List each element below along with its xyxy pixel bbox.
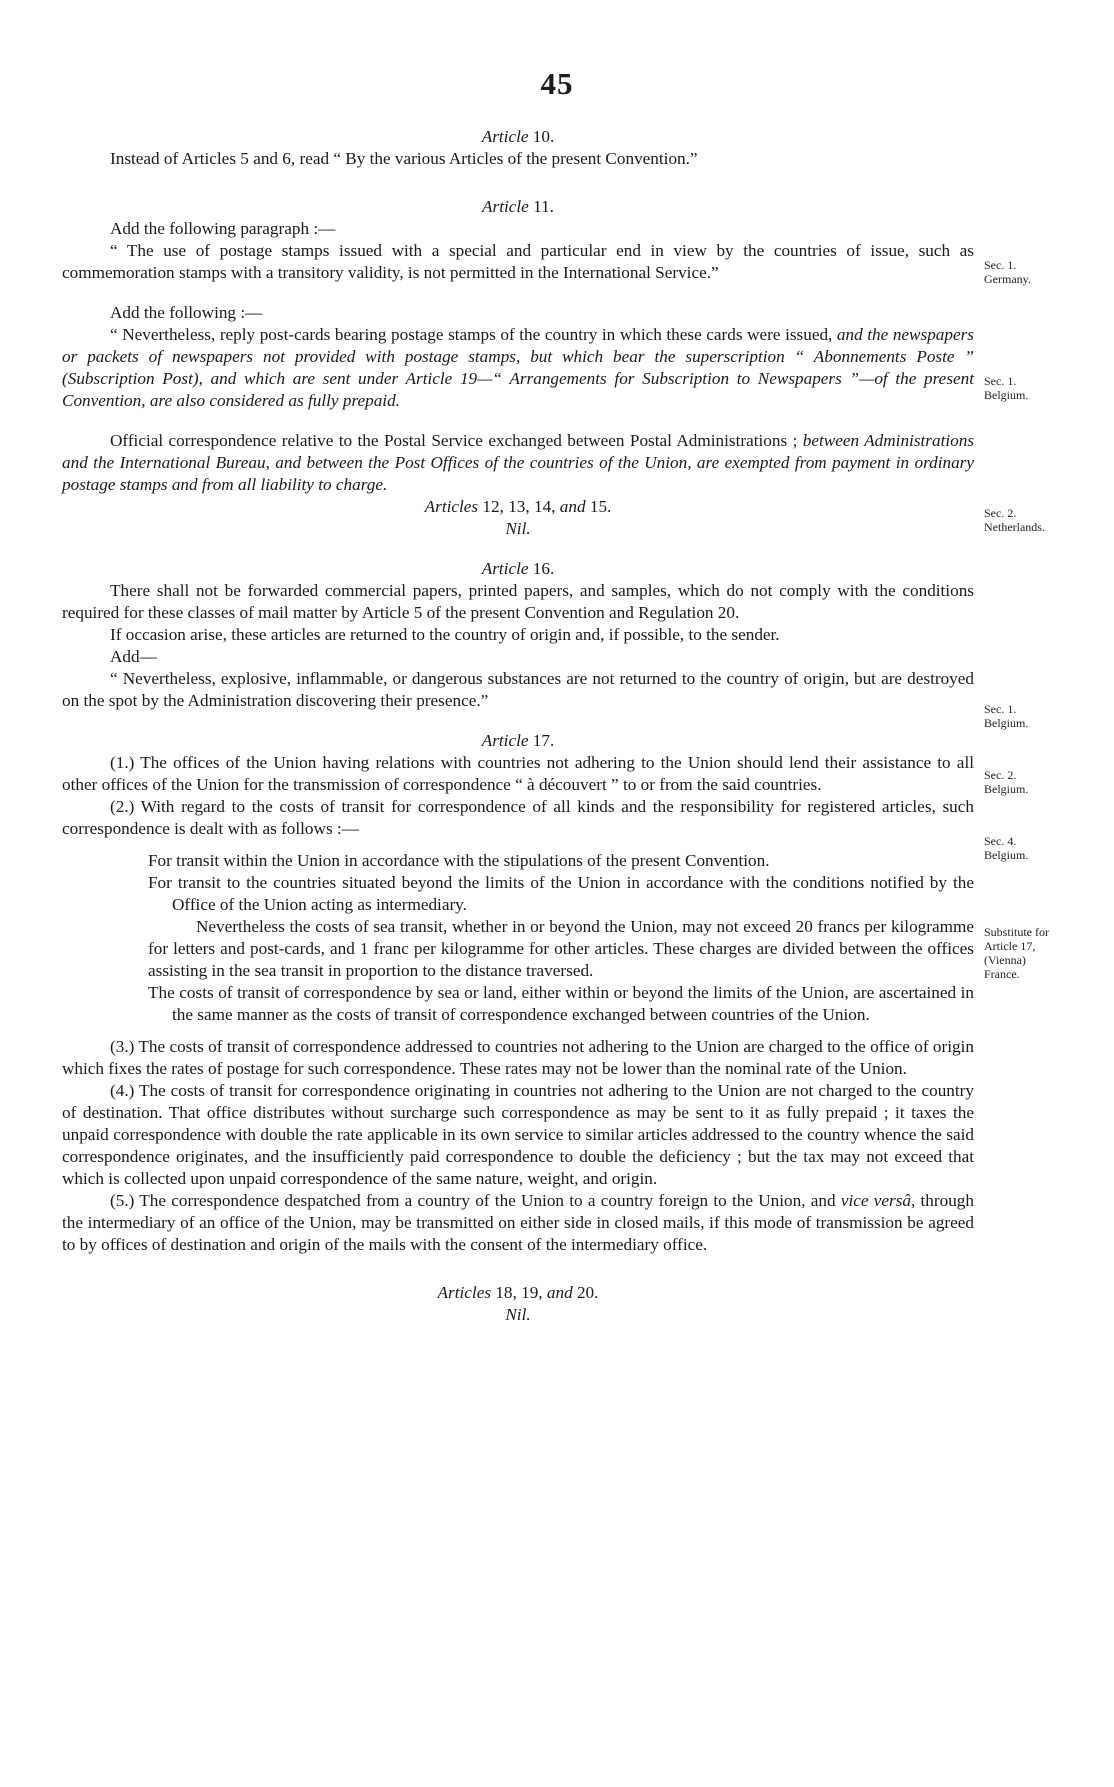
- margin-note-section: Sec. 2.: [984, 768, 1017, 782]
- articles-12-15-nil: Nil.: [505, 519, 531, 538]
- articles-heading-label: Articles: [424, 497, 479, 516]
- article-17-para-2: (2.) With regard to the costs of transit for correspondence of all kinds and the responsibility for registered articles, such correspondence is dealt with as follows :—: [62, 797, 974, 838]
- margin-note-country: Belgium.: [984, 716, 1029, 730]
- articles-heading-and: and: [559, 497, 586, 516]
- page-number: 45: [540, 66, 574, 101]
- article-10-heading: [62, 126, 974, 148]
- official-plain: Official correspondence relative to the Postal Service exchanged between Postal Administrations ;: [110, 431, 803, 450]
- margin-note-line: Substitute for: [984, 925, 1049, 939]
- margin-note-country: France.: [984, 967, 1020, 981]
- margin-note-country: Belgium.: [984, 782, 1029, 796]
- article-17-sub-1: For transit within the Union in accordance with the stipulations of the present Convention.: [148, 851, 770, 870]
- article-11-heading: [62, 196, 974, 218]
- articles-heading-label: Articles: [437, 1283, 492, 1302]
- article-16-heading: [62, 558, 974, 580]
- articles-heading-numbers: 12, 13, 14,: [482, 497, 556, 516]
- articles-heading-and: and: [546, 1283, 573, 1302]
- article-17-sub-2: For transit to the countries situated beyond the limits of the Union in accordance with the conditions notified by the Office of the Union acting as intermediary.: [148, 873, 974, 914]
- article-11-quote-2: [62, 324, 974, 412]
- article-heading-number: 10.: [532, 127, 555, 146]
- margin-note-section: Sec. 4.: [984, 834, 1017, 848]
- articles-heading-numbers: 18, 19,: [495, 1283, 543, 1302]
- articles-heading-last-number: 20.: [576, 1283, 599, 1302]
- article-17-para-3: (3.) The costs of transit of correspondence addressed to countries not adhering to the Union are charged to the office of origin which fixes the rates of postage for such correspondence. These rates may not be lower than the nominal rate of the Union.: [62, 1037, 974, 1078]
- para-5-a: (5.) The correspondence despatched from a country of the Union to a country foreign to the Union, and: [110, 1191, 841, 1210]
- article-17-para-5: [62, 1190, 974, 1256]
- margin-note-belgium-4: [984, 834, 1104, 862]
- main-column: [62, 126, 974, 1326]
- margin-note-section: Sec. 2.: [984, 506, 1017, 520]
- para-5-italic: vice versâ,: [840, 1191, 916, 1210]
- margin-note-section: Sec. 1.: [984, 258, 1017, 272]
- article-10-text: Instead of Articles 5 and 6, read “ By the various Articles of the present Convention.”: [110, 149, 698, 168]
- official-italic: between Administrations and the International Bureau, and between the Post Offices of the countries of the Union, are exempted from payment in ordinary postage stamps and from all liability to charge.: [62, 431, 975, 494]
- margin-note-belgium-2: [984, 702, 1104, 730]
- article-heading-label: Article: [481, 559, 529, 578]
- para-5-b: through the intermediary of an office of the Union, may be transmitted on either side in closed mails, if this mode of transmission be agreed to by offices of destination and origin of the mails with the consent of the intermediary office.: [62, 1191, 974, 1254]
- article-heading-number: 11.: [533, 197, 554, 216]
- margin-note-germany: [984, 258, 1104, 286]
- article-heading-number: 16.: [532, 559, 555, 578]
- margin-note-france: [984, 925, 1104, 981]
- quote-2-plain: “ Nevertheless, reply post-cards bearing postage stamps of the country in which these cards were issued,: [110, 325, 837, 344]
- margin-note-country: Belgium.: [984, 848, 1029, 862]
- margin-note-country: Germany.: [984, 272, 1031, 286]
- article-16-add: Add—: [110, 647, 157, 666]
- quote-2-italic: and the newspapers or packets of newspapers not provided with postage stamps, but which bear the superscription “ Abonnements Poste ” (Subscription Post), and which are sent under Article 19—“ Arrangements for Subscription to Newspapers ”—of the present Convention, are also considered as fully prepaid.: [62, 325, 974, 410]
- article-17-heading: [62, 730, 974, 752]
- article-heading-label: Article: [481, 731, 529, 750]
- article-17-para-4: (4.) The costs of transit for correspondence originating in countries not adhering to the Union are not charged to the country of destination. That office distributes without surcharge such correspondence as may be sent to it as fully prepaid ; it taxes the unpaid correspondence with double the rate applicable in its own service to similar articles addressed to the country whence the said correspondence originates, and the insufficiently paid correspondence to double the deficiency ; but the tax may not exceed that which is collected upon unpaid correspondence of the same nature, weight, and origin.: [62, 1081, 974, 1188]
- articles-18-20-heading: [62, 1282, 974, 1304]
- margin-note-belgium-3: [984, 768, 1104, 796]
- articles-18-20-nil: Nil.: [505, 1305, 531, 1324]
- article-11-official-correspondence: [62, 430, 974, 496]
- article-17-para-1: (1.) The offices of the Union having relations with countries not adhering to the Union should lend their assistance to all other offices of the Union for the transmission of correspondence “ à découvert ” to or from the said countries.: [62, 753, 974, 794]
- margin-note-netherlands: [984, 506, 1104, 534]
- margin-note-section: Sec. 1.: [984, 374, 1017, 388]
- article-17-sub-3: Nevertheless the costs of sea transit, whether in or beyond the Union, may not exceed 20 francs per kilogramme for letters and post-cards, and 1 franc per kilogramme for other articles. These charges are divided between the offices assisting in the sea transit in proportion to the distance traversed.: [148, 917, 974, 980]
- margin-note-line: (Vienna): [984, 953, 1026, 967]
- articles-12-15-heading: [62, 496, 974, 518]
- article-heading-label: Article: [481, 127, 529, 146]
- article-16-para-2: If occasion arise, these articles are returned to the country of origin and, if possible, to the sender.: [110, 625, 780, 644]
- article-17-sub-4: The costs of transit of correspondence by sea or land, either within or beyond the limits of the Union, are ascertained in the same manner as the costs of transit of correspondence exchanged between countries of the Union.: [148, 983, 974, 1024]
- margin-note-line: Article 17,: [984, 939, 1036, 953]
- article-11-intro-2: Add the following :—: [110, 303, 263, 322]
- article-heading-label: Article: [482, 197, 529, 216]
- article-11-quote-1: “ The use of postage stamps issued with a special and particular end in view by the countries of issue, such as commemoration stamps with a transitory validity, is not permitted in the International Service.”: [62, 241, 974, 282]
- margin-note-country: Netherlands.: [984, 520, 1045, 534]
- article-heading-number: 17.: [532, 731, 555, 750]
- article-16-para-3: “ Nevertheless, explosive, inflammable, or dangerous substances are not returned to the country of origin, but are destroyed on the spot by the Administration discovering their presence.”: [62, 669, 974, 710]
- articles-heading-last-number: 15.: [589, 497, 612, 516]
- margin-note-belgium-1: [984, 374, 1104, 402]
- margin-note-country: Belgium.: [984, 388, 1029, 402]
- article-11-intro-1: Add the following paragraph :—: [110, 219, 336, 238]
- margin-note-section: Sec. 1.: [984, 702, 1017, 716]
- article-16-para-1: There shall not be forwarded commercial papers, printed papers, and samples, which do not comply with the conditions required for these classes of mail matter by Article 5 of the present Convention and Regulation 20.: [62, 581, 974, 622]
